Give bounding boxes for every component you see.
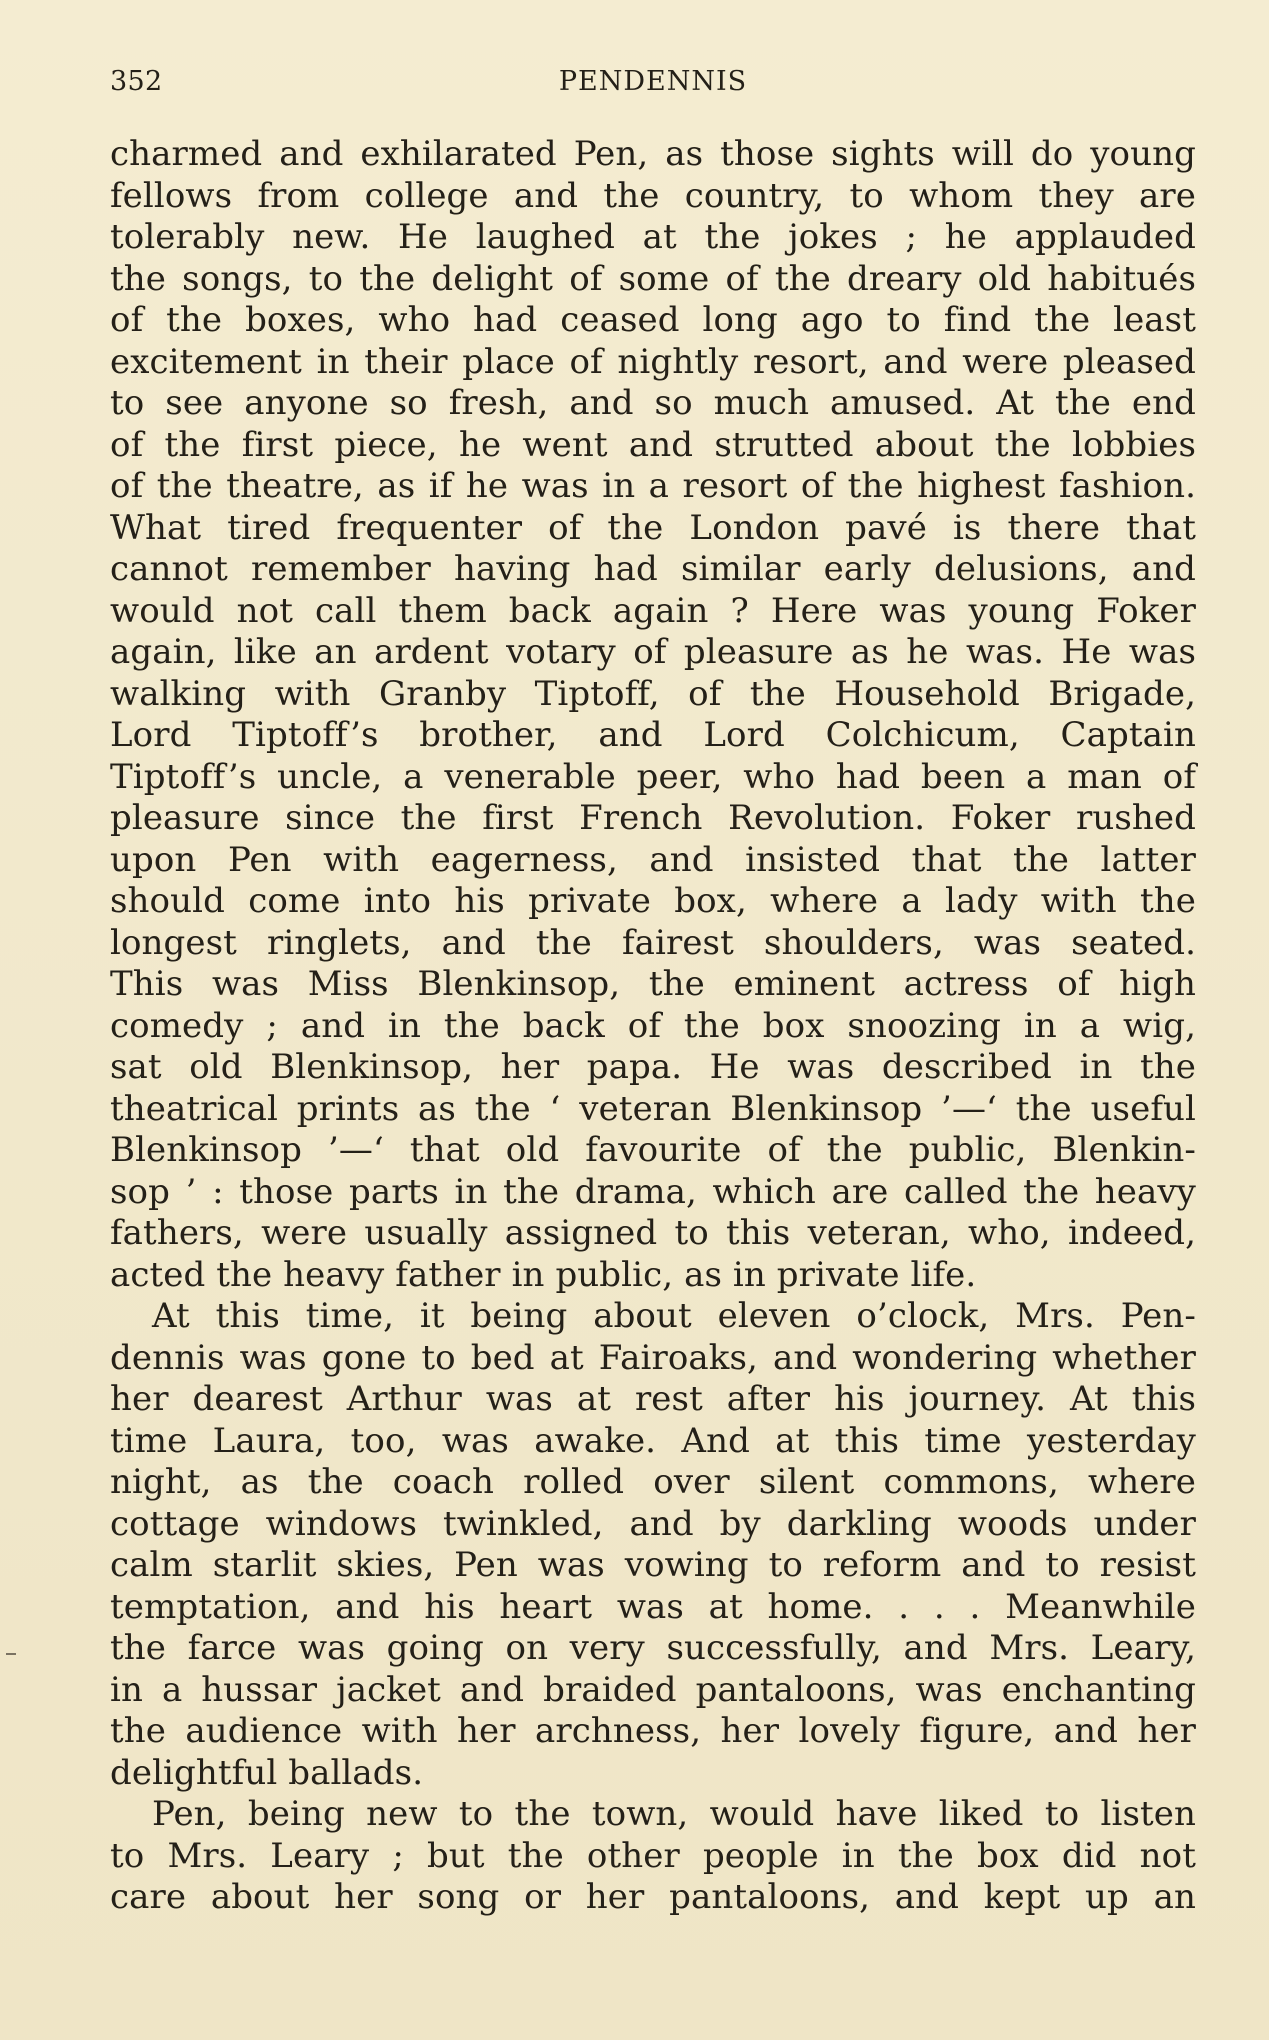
paragraph-start-line: At this time, it being about eleven o’clock, Mrs. Pen- bbox=[152, 1296, 1196, 1336]
text-line: should come into his private box, where a lady with the bbox=[110, 881, 1196, 921]
text-line: fathers, were usually assigned to this veteran, who, indeed, bbox=[110, 1213, 1196, 1253]
text-line: Blenkinsop ’—‘ that old favourite of the public, Blenkin- bbox=[110, 1130, 1196, 1170]
text-line: excitement in their place of nightly resort, and were pleased bbox=[110, 341, 1196, 382]
text-line: fellows from college and the country, to whom they are bbox=[110, 175, 1196, 216]
text-line: cannot remember having had similar early delusions, and bbox=[110, 549, 1196, 589]
page-number: 352 bbox=[110, 66, 163, 97]
text-line: longest ringlets, and the fairest shoulders, was seated. bbox=[110, 922, 1196, 963]
text-line: temptation, and his heart was at home. . . . Meanwhile bbox=[110, 1586, 1196, 1627]
text-line: What tired frequenter of the London pavé is there that bbox=[110, 507, 1196, 548]
margin-mark bbox=[6, 1653, 16, 1655]
text-line: the audience with her archness, her lovely figure, and her bbox=[110, 1711, 1196, 1751]
text-line: charmed and exhilarated Pen, as those sights will do young bbox=[110, 134, 1196, 174]
text-line: the songs, to the delight of some of the dreary old habitués bbox=[110, 258, 1196, 299]
paragraph-start-line: Pen, being new to the town, would have liked to listen bbox=[152, 1794, 1196, 1834]
text-line: cottage windows twinkled, and by darkling woods under bbox=[110, 1503, 1196, 1544]
text-line: her dearest Arthur was at rest after his journey. At this bbox=[110, 1379, 1196, 1419]
text-line: in a hussar jacket and braided pantaloons, was enchanting bbox=[110, 1669, 1196, 1710]
text-line: sat old Blenkinsop, her papa. He was described in the bbox=[110, 1047, 1196, 1087]
text-line: night, as the coach rolled over silent commons, where bbox=[110, 1462, 1196, 1502]
text-line: to see anyone so fresh, and so much amused. At the end bbox=[110, 383, 1196, 423]
text-line: would not call them back again ? Here was young Foker bbox=[110, 590, 1196, 631]
text-line: comedy ; and in the back of the box snoozing in a wig, bbox=[110, 1005, 1196, 1046]
text-line: Tiptoff’s uncle, a venerable peer, who had been a man of bbox=[110, 756, 1196, 797]
body-text bbox=[110, 134, 1196, 1919]
text-line: of the boxes, who had ceased long ago to find the least bbox=[110, 300, 1196, 340]
text-line: upon Pen with eagerness, and insisted that the latter bbox=[110, 839, 1196, 880]
text-line: again, like an ardent votary of pleasure as he was. He was bbox=[110, 632, 1196, 672]
text-line: of the theatre, as if he was in a resort of the highest fashion. bbox=[110, 466, 1196, 506]
text-line: time Laura, too, was awake. And at this time yesterday bbox=[110, 1420, 1196, 1461]
text-line: This was Miss Blenkinsop, the eminent actress of high bbox=[110, 964, 1196, 1004]
text-line: walking with Granby Tiptoff, of the Household Brigade, bbox=[110, 673, 1196, 714]
text-line: Lord Tiptoff’s brother, and Lord Colchicum, Captain bbox=[110, 715, 1196, 755]
text-line: calm starlit skies, Pen was vowing to reform and to resist bbox=[110, 1545, 1196, 1585]
paragraph-end-line: acted the heavy father in public, as in private life. bbox=[110, 1254, 977, 1295]
text-line: to Mrs. Leary ; but the other people in the box did not bbox=[110, 1835, 1196, 1876]
paragraph-end-line: delightful ballads. bbox=[110, 1752, 424, 1793]
running-head bbox=[110, 62, 1196, 102]
text-line: care about her song or her pantaloons, and kept up an bbox=[110, 1877, 1196, 1917]
text-line: tolerably new. He laughed at the jokes ; he applauded bbox=[110, 217, 1196, 257]
text-line: of the first piece, he went and strutted about the lobbies bbox=[110, 424, 1196, 465]
text-line: the farce was going on very successfully, and Mrs. Leary, bbox=[110, 1628, 1196, 1668]
running-title: PENDENNIS bbox=[558, 66, 748, 97]
text-line: sop ’ : those parts in the drama, which are called the heavy bbox=[110, 1171, 1196, 1212]
text-line: dennis was gone to bed at Fairoaks, and wondering whether bbox=[110, 1337, 1196, 1378]
text-line: pleasure since the first French Revolution. Foker rushed bbox=[110, 798, 1196, 838]
text-line: theatrical prints as the ‘ veteran Blenkinsop ’—‘ the useful bbox=[110, 1088, 1196, 1129]
